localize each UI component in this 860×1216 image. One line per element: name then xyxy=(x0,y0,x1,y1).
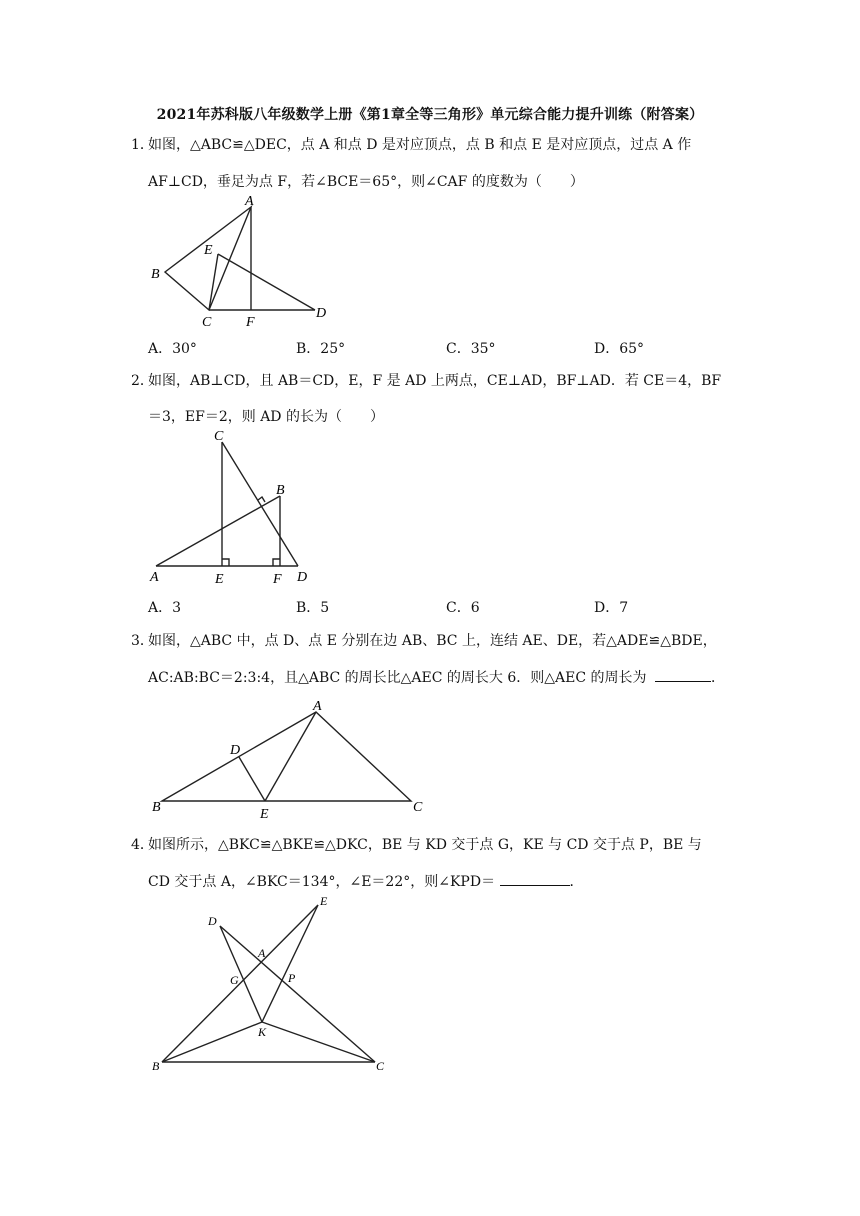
q1-option-d: D．65° xyxy=(594,341,645,357)
question-4-line-2: CD 交于点 A，∠BKC＝134°，∠E＝22°，则∠KPD＝ xyxy=(148,874,496,890)
q2-option-a: A．3 xyxy=(148,600,182,616)
label-b: B xyxy=(152,800,161,815)
label-a: A xyxy=(258,946,266,960)
segment-ck xyxy=(262,1022,375,1062)
q2-option-d: D．7 xyxy=(594,600,629,616)
label-e: E xyxy=(215,572,224,587)
question-3-number: 3． xyxy=(131,633,154,649)
segment-bk xyxy=(162,1022,262,1062)
q1-option-a: A．30° xyxy=(148,341,197,357)
label-b: B xyxy=(152,1059,160,1073)
question-2-number: 2． xyxy=(131,373,154,389)
label-e: E xyxy=(320,894,328,908)
label-e: E xyxy=(260,807,269,822)
question-2-line-1: 如图，AB⊥CD，且 AB＝CD，E，F 是 AD 上两点，CE⊥AD，BF⊥AD．若 CE＝4，BF xyxy=(148,373,722,389)
label-c: C xyxy=(413,800,423,815)
label-e: E xyxy=(204,243,213,258)
label-g: G xyxy=(230,973,239,987)
label-d: D xyxy=(297,570,308,585)
label-d: D xyxy=(208,914,217,928)
q2-option-c: C．6 xyxy=(446,600,480,616)
label-d: D xyxy=(230,743,241,758)
question-1-line-2: AF⊥CD，垂足为点 F，若∠BCE＝65°，则∠CAF 的度数为（ ） xyxy=(148,174,584,190)
segment-dk xyxy=(220,926,262,1022)
label-f: F xyxy=(273,572,282,587)
question-1-line-1: 如图，△ABC≌△DEC，点 A 和点 D 是对应顶点，点 B 和点 E 是对应顶点，过点 A 作 xyxy=(148,137,692,153)
question-3-line-1: 如图，△ABC 中，点 D、点 E 分别在边 AB、BC 上，连结 AE、DE，若△ADE≌△BDE， xyxy=(148,633,717,649)
label-d: D xyxy=(316,306,327,321)
page-title: 2021年苏科版八年级数学上册《第1章全等三角形》单元综合能力提升训练（附答案） xyxy=(156,107,704,123)
label-b: B xyxy=(276,483,285,498)
question-1-number: 1． xyxy=(131,137,154,153)
question-4-line-1: 如图所示，△BKC≌△BKE≌△DKC，BE 与 KD 交于点 G，KE 与 CD 交于点 P，BE 与 xyxy=(148,837,702,853)
q1-option-c: C．35° xyxy=(446,341,496,357)
label-p: P xyxy=(288,971,296,985)
label-b: B xyxy=(151,267,160,282)
label-c: C xyxy=(214,429,224,444)
label-c: C xyxy=(376,1059,385,1073)
question-4-line-2-wrap: CD 交于点 A，∠BKC＝134°，∠E＝22°，则∠KPD＝ ． xyxy=(148,874,584,890)
label-a: A xyxy=(150,570,159,585)
label-a: A xyxy=(245,194,254,209)
question-2-line-2: ＝3，EF＝2，则 AD 的长为（ ） xyxy=(148,409,384,425)
q2-option-b: B．5 xyxy=(296,600,330,616)
label-k: K xyxy=(258,1025,267,1039)
question-4-number: 4． xyxy=(131,837,154,853)
label-c: C xyxy=(202,315,212,330)
label-a: A xyxy=(313,699,322,714)
question-3-line-2: AC:AB:BC＝2:3:4，且△ABC 的周长比△AEC 的周长大 6．则△AEC 的周长为 xyxy=(148,670,647,686)
question-3-line-2-wrap: AC:AB:BC＝2:3:4，且△ABC 的周长比△AEC 的周长大 6．则△AEC 的周长为 ． xyxy=(148,670,725,686)
label-f: F xyxy=(246,315,255,330)
q1-option-b: B．25° xyxy=(296,341,346,357)
